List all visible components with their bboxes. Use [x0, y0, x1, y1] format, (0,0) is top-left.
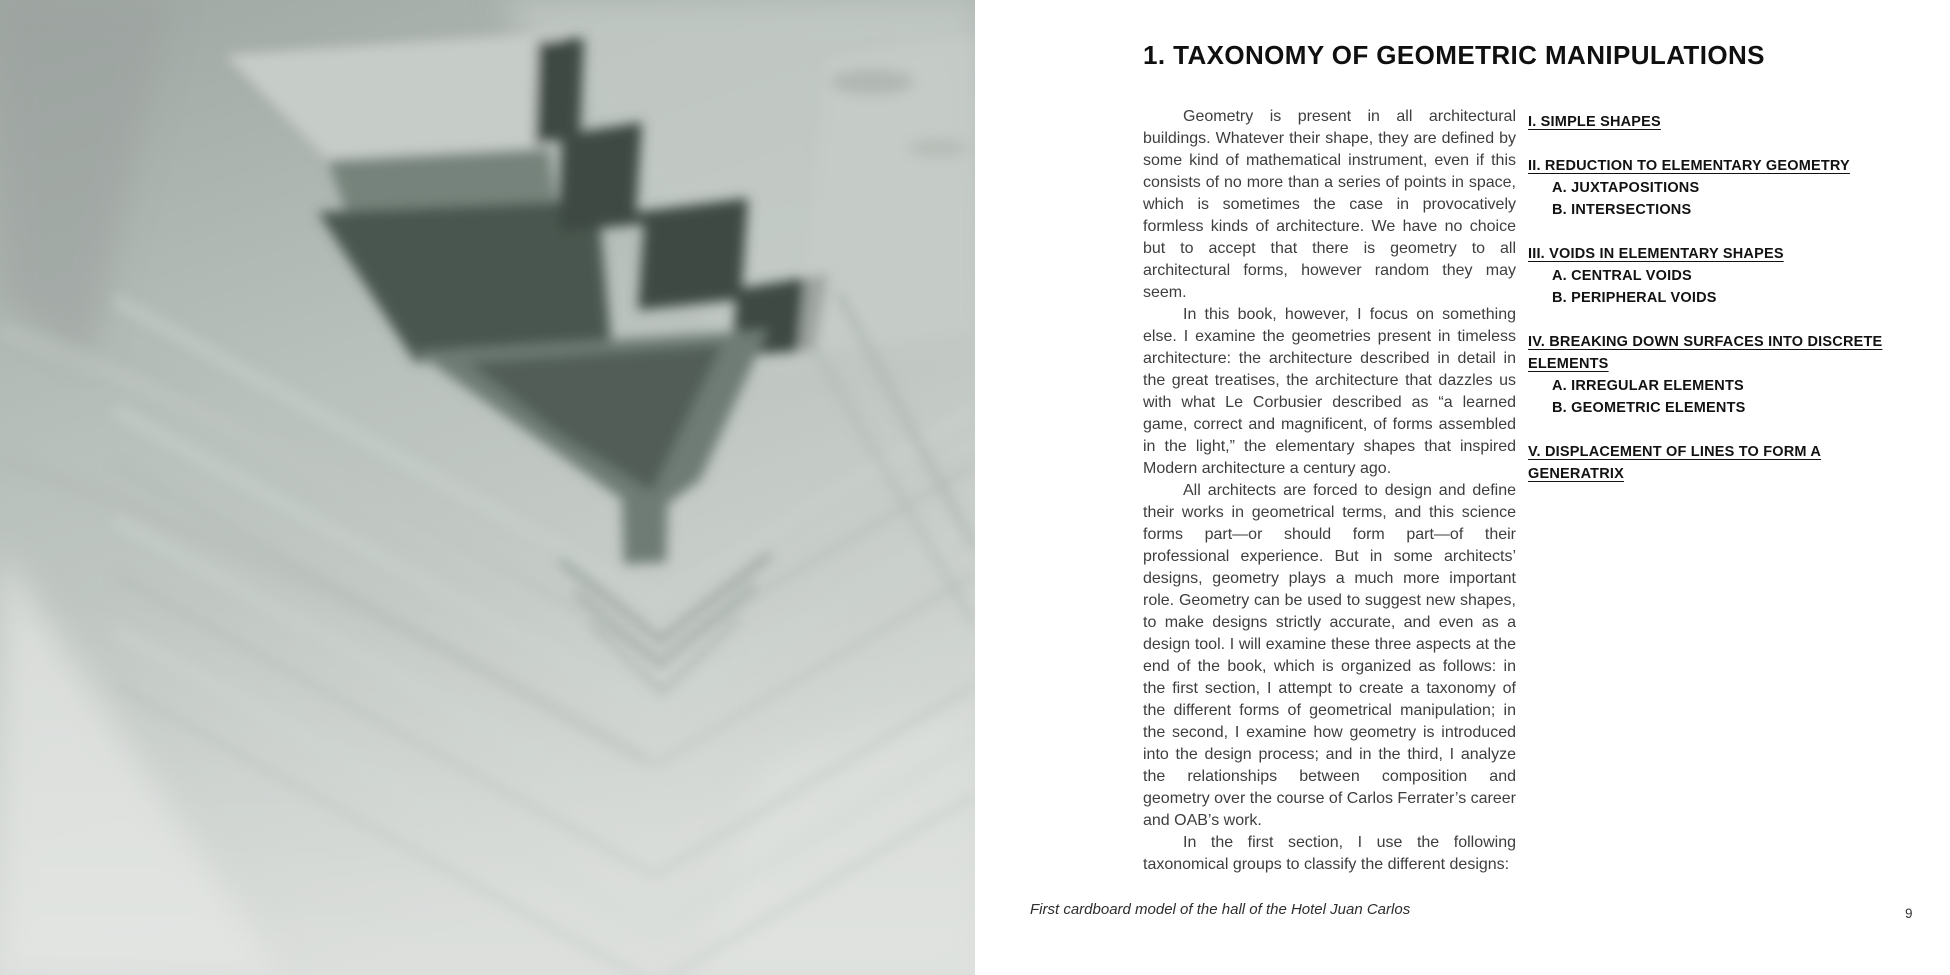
- taxonomy-subitem: B. INTERSECTIONS: [1552, 202, 1692, 218]
- taxonomy-subitem: B. PERIPHERAL VOIDS: [1552, 290, 1717, 306]
- taxonomy-group-3: [1528, 243, 1908, 309]
- paragraph-2: In this book, however, I focus on something else. I examine the geometries present in timeless architecture: the architecture described in detail in the great treatises, the architecture that dazzles us with what Le Corbusier described as “a learned game, correct and magnificent, of forms assembled in the light,” the elementary shapes that inspired Modern architecture a century ago.: [1143, 306, 1516, 477]
- photo-caption: First cardboard model of the hall of the Hotel Juan Carlos: [1030, 901, 1411, 918]
- taxonomy-subitem: A. JUXTAPOSITIONS: [1552, 180, 1700, 196]
- taxonomy-list: [1528, 111, 1908, 507]
- paragraph-3: All architects are forced to design and define their works in geometrical terms, and this science forms part—or should form part—of their professional experience. But in some architects’ designs, geometry plays a much more important role. Geometry can be used to suggest new shapes, to make designs strictly accurate, and even as a design tool. I will examine these three aspects at the end of the book, which is organized as follows: in the first section, I attempt to create a taxonomy of the different forms of geometrical manipulation; in the second, I examine how geometry is introduced into the design process; and in the third, I analyze the relationships between composition and geometry over the course of Carlos Ferrater’s career and OAB’s work.: [1143, 482, 1516, 829]
- paragraph-4: In the first section, I use the following taxonomical groups to classify the different designs:: [1143, 834, 1516, 873]
- taxonomy-group-1: [1528, 111, 1908, 133]
- paragraph-1: Geometry is present in all architectural buildings. Whatever their shape, they are defined by some kind of mathematical instrument, even if this consists of no more than a series of points in space, which is sometimes the case in provocatively formless kinds of architecture. We have no choice but to accept that there is geometry to all architectural forms, however random they may seem.: [1143, 108, 1516, 301]
- taxonomy-heading-4: IV. BREAKING DOWN SURFACES INTO DISCRETE ELEMENTS: [1528, 334, 1883, 372]
- taxonomy-subitem: A. CENTRAL VOIDS: [1552, 268, 1692, 284]
- body-text: [1143, 106, 1516, 876]
- taxonomy-subitem: A. IRREGULAR ELEMENTS: [1552, 378, 1744, 394]
- taxonomy-heading-5: V. DISPLACEMENT OF LINES TO FORM A GENERATRIX: [1528, 444, 1822, 482]
- taxonomy-subitem: B. GEOMETRIC ELEMENTS: [1552, 400, 1746, 416]
- taxonomy-group-2: [1528, 155, 1908, 221]
- taxonomy-heading-1: I. SIMPLE SHAPES: [1528, 114, 1661, 130]
- taxonomy-heading-2: II. REDUCTION TO ELEMENTARY GEOMETRY: [1528, 158, 1850, 174]
- taxonomy-group-4: [1528, 331, 1908, 419]
- page-number: 9: [1905, 906, 1913, 921]
- taxonomy-heading-3: III. VOIDS IN ELEMENTARY SHAPES: [1528, 246, 1784, 262]
- taxonomy-group-5: [1528, 441, 1908, 485]
- chapter-title: 1. TAXONOMY OF GEOMETRIC MANIPULATIONS: [1143, 40, 1765, 70]
